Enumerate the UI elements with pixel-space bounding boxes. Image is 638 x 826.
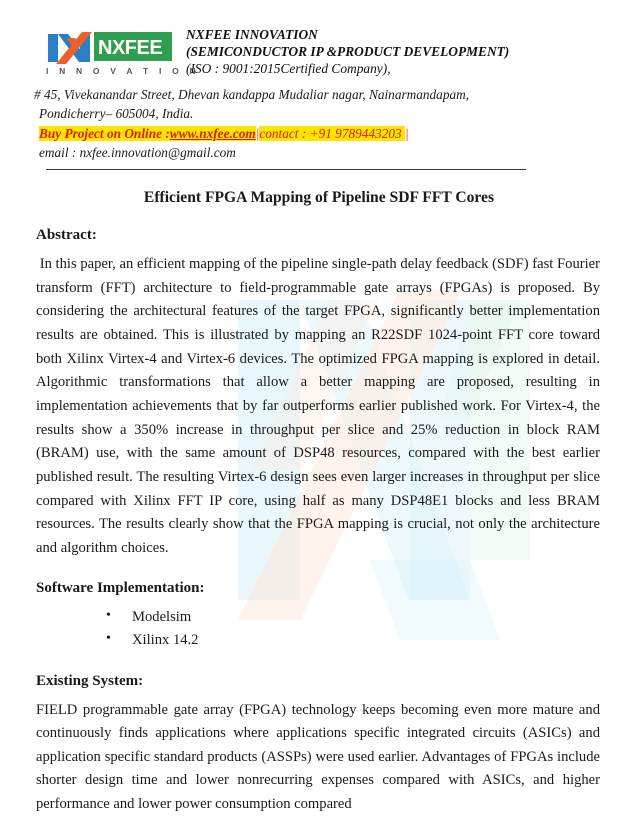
letterhead	[0, 0, 638, 77]
bullet-icon: •	[106, 631, 111, 647]
svg-text:NXFEE: NXFEE	[98, 37, 163, 59]
website-link[interactable]: www.nxfee.com	[169, 125, 256, 141]
separator-right: |	[404, 125, 409, 141]
buy-highlight	[39, 126, 256, 141]
existing-system-body: FIELD programmable gate array (FPGA) technology keeps becoming even more mature and continuously finds applications where applications specific integrated circuits (ASICs) and application specific standard products (ASSPs) were used earlier. Advantages of FPGAs include shorter design time and lower nonrecurring expenses compared with ASICs, and higher performance and lower power consumption compared	[36, 701, 600, 813]
list-item	[106, 606, 638, 629]
list-item	[106, 629, 638, 652]
company-identity	[174, 26, 509, 77]
bullet-icon: •	[106, 608, 111, 624]
company-iso-line: (ISO : 9001:2015Certified Company),	[186, 61, 391, 77]
abstract-heading: Abstract:	[36, 227, 97, 244]
buy-label: Buy Project on Online :	[39, 125, 170, 141]
list-item-label: Xilinx 14.2	[132, 632, 199, 649]
list-item-label: Modelsim	[132, 609, 192, 626]
separator-left: |	[255, 125, 260, 141]
email-line: email : nxfee.innovation@gmail.com	[39, 144, 236, 160]
company-name: NXFEE INNOVATION	[186, 27, 318, 42]
nxfee-logo	[46, 28, 200, 76]
contact-text: contact : +91 9789443203	[259, 125, 402, 141]
nxfee-logo-mark	[46, 28, 174, 64]
abstract-body: In this paper, an efficient mapping of the pipeline single-path delay feedback (SDF) fast Fourier transform (FFT) architecture to field-programmable gate arrays (FPGAs) is proposed. By considering the architectural features of the target FPGA, significantly better implementation results are obtained. This is illustrated by mapping an R22SDF 1024-point FFT core toward both Xilinx Virtex-4 and Virtex-6 devices. The optimized FPGA mapping is explored in detail. Algorithmic transformations that allow a better mapping are proposed, resulting in implementation achievements that by far outperforms earlier published work. For Virtex-4, the results show a 350% increase in throughput per slice and 25% reduction in block RAM (BRAM) use, with the same amount of DSP48 resources, compared with the best earlier published result. The resulting Virtex-6 design sees even larger increases in throughput per slice compared with Xilinx FFT IP core, using half as many DSP48E1 blocks and less BRAM resources. The results clearly show that the FPGA mapping is crucial, not only the architecture and algorithm choices.	[36, 256, 600, 556]
address-line-2: Pondicherry– 605004, India.	[39, 106, 194, 122]
address-line-1: # 45, Vivekanandar Street, Dhevan kandappa Mudaliar nagar, Nainarmandapam,	[34, 87, 470, 103]
buy-online-line	[34, 124, 638, 143]
company-subtitle: (SEMICONDUCTOR IP &PRODUCT DEVELOPMENT)	[186, 44, 510, 60]
existing-system-heading: Existing System:	[36, 672, 144, 689]
nxfee-logo-tagline: I N N O V A T I O N	[46, 66, 200, 76]
address-block	[0, 77, 638, 162]
header-divider	[46, 169, 526, 170]
software-implementation-heading: Software Implementation:	[36, 580, 205, 597]
software-implementation-list	[0, 606, 638, 652]
contact-highlight	[259, 126, 405, 141]
page-title: Efficient FPGA Mapping of Pipeline SDF FFT Cores	[143, 189, 495, 207]
